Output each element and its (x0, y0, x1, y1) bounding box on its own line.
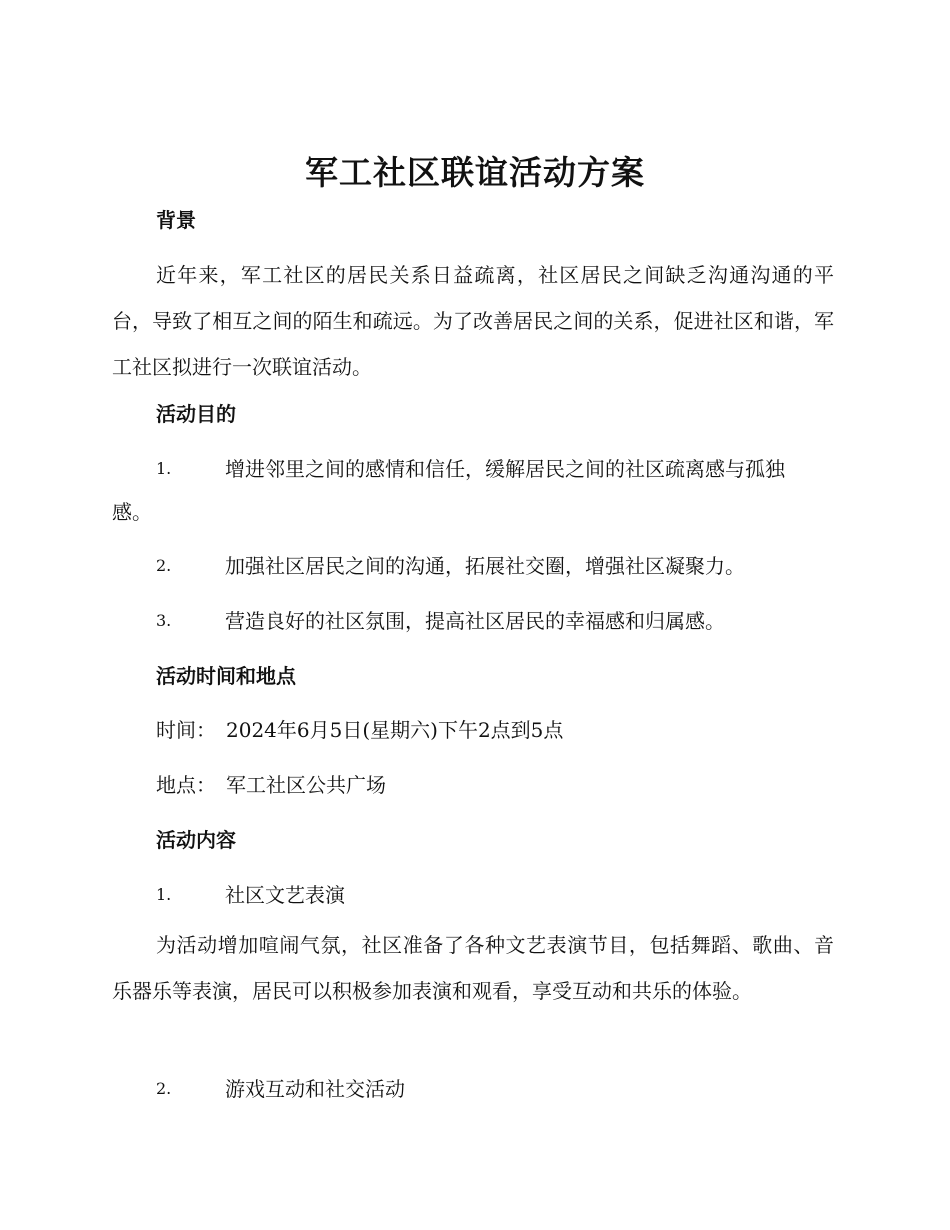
content-paragraph: 为活动增加喧闹气氛，社区准备了各种文艺表演节目，包括舞蹈、歌曲、音乐器乐等表演，居民可以积极参加表演和观看，享受互动和共乐的体验。 (112, 933, 834, 1003)
background-paragraph: 近年来，军工社区的居民关系日益疏离，社区居民之间缺乏沟通沟通的平台，导致了相互之间的陌生和疏远。为了改善居民之间的关系，促进社区和谐，军工社区拟进行一次联谊活动。 (112, 263, 834, 379)
time-line (156, 716, 563, 744)
document-title: 军工社区联谊活动方案 (305, 153, 645, 192)
place-line (156, 771, 386, 799)
heading-background: 背景 (156, 208, 196, 232)
time-value: 2024年6月5日(星期六)下午2点到5点 (226, 718, 564, 742)
list-item-text: 社区文艺表演 (225, 883, 345, 907)
time-label: 时间： (156, 718, 216, 742)
list-item-text: 营造良好的社区氛围，提高社区居民的幸福感和归属感。 (225, 609, 725, 633)
list-item-text: 增进邻里之间的感情和信任，缓解居民之间的社区疏离感与孤独 (225, 457, 785, 481)
place-value: 军工社区公共广场 (226, 773, 386, 797)
list-item-text: 加强社区居民之间的沟通，拓展社交圈，增强社区凝聚力。 (225, 554, 745, 578)
heading-time-place: 活动时间和地点 (156, 664, 296, 688)
list-number: 3. (156, 611, 172, 630)
list-number: 2. (156, 1079, 172, 1098)
list-item-text-continued: 感。 (112, 500, 152, 524)
list-number: 1. (156, 459, 172, 478)
list-number: 2. (156, 556, 172, 575)
list-item-text: 游戏互动和社交活动 (225, 1077, 405, 1101)
list-number: 1. (156, 885, 172, 904)
heading-purpose: 活动目的 (156, 402, 236, 426)
place-label: 地点： (156, 773, 216, 797)
heading-content: 活动内容 (156, 828, 236, 852)
